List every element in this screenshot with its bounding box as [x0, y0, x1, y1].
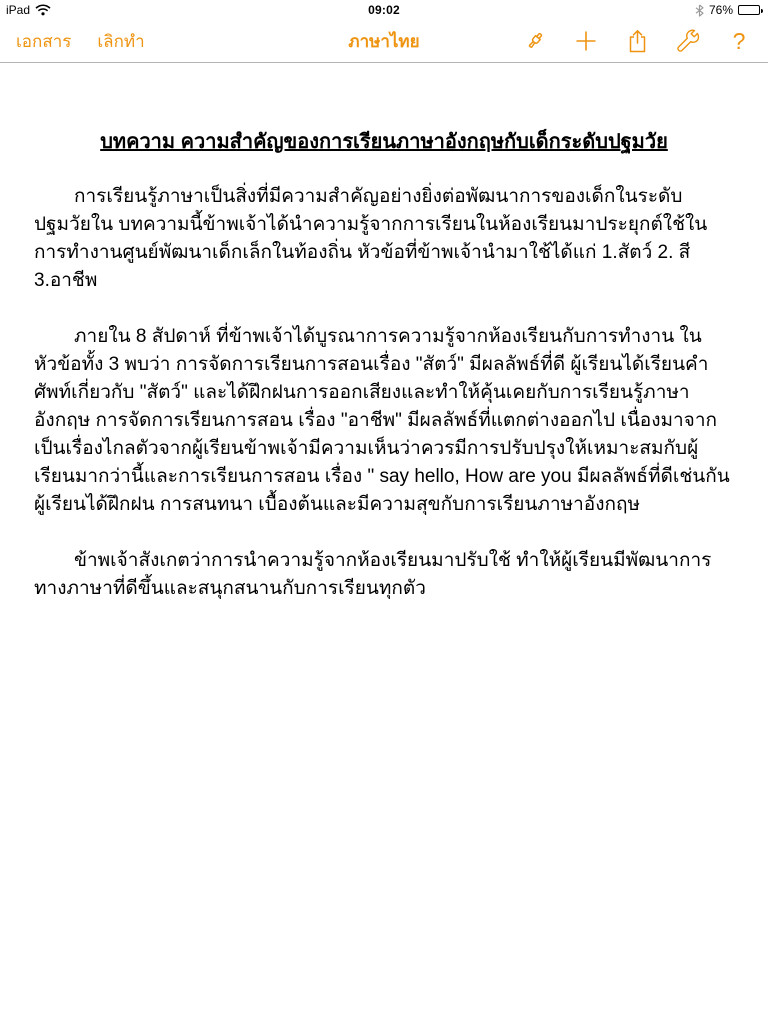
tools-wrench-icon [676, 29, 701, 54]
document-page[interactable] [0, 63, 768, 1023]
battery-percent: 76% [708, 3, 733, 17]
wifi-icon [35, 4, 51, 16]
help-icon: ? [732, 27, 746, 54]
share-icon [626, 29, 649, 54]
document-title: ภาษาไทย [348, 31, 420, 51]
status-bar [0, 0, 768, 20]
format-brush-icon [523, 29, 548, 54]
help-button[interactable] [726, 28, 752, 54]
format-brush-button[interactable] [522, 28, 548, 54]
battery-icon [738, 5, 760, 15]
tools-button[interactable] [675, 28, 701, 54]
share-button[interactable] [624, 28, 650, 54]
clock: 09:02 [368, 3, 400, 17]
undo-button[interactable]: เลิกทำ [97, 28, 144, 55]
doc-paragraph-2[interactable]: ภายใน 8 สัปดาห์ ที่ข้าพเจ้าได้บูรณาการความรู้จากห้องเรียนกับการทำงาน ในหัวข้อทั้ง 3 พบว่า การจัดการเรียนการสอนเรื่อง "สัตว์" มีผลลัพธ์ที่ดี ผู้เรียนได้เรียนคำศัพท์เกี่ยวกับ "สัตว์" และได้ฝึกฝนการออกเสียงและทำให้คุ้นเคยกับการเรียนรู้ภาษาอังกฤษ การจัดการเรียนการสอน เรื่อง "อาชีพ" มีผลลัพธ์ที่แตกต่างออกไป เนื่องมาจากเป็นเรื่องไกลตัวจากผู้เรียนข้าพเจ้ามีความเห็นว่าควรมีการปรับปรุงให้เหมาะสมกับผู้เรียนมากว่านี้และการเรียนการสอน เรื่อง " say hello, How are you มีผลลัพธ์ที่ดีเช่นกันผู้เรียนได้ฝึกฝน การสนทนา เบื้องต้นและมีความสุขกับการเรียนภาษาอังกฤษ [34, 326, 730, 515]
doc-paragraph-3[interactable]: ข้าพเจ้าสังเกตว่าการนำความรู้จากห้องเรียนมาปรับใช้ ทำให้ผู้เรียนมีพัฒนาการทางภาษาที่ดีขึ้นและสนุกสนานกับการเรียนทุกตัว [34, 550, 712, 599]
bluetooth-icon [695, 4, 704, 17]
toolbar [0, 20, 768, 63]
documents-button[interactable]: เอกสาร [16, 28, 71, 55]
add-button[interactable] [573, 28, 599, 54]
doc-heading[interactable]: บทความ ความสำคัญของการเรียนภาษาอังกฤษกับเด็กระดับปฐมวัย [100, 131, 668, 153]
device-label: iPad [6, 3, 31, 17]
plus-icon [574, 29, 598, 53]
doc-paragraph-1[interactable]: การเรียนรู้ภาษาเป็นสิ่งที่มีความสำคัญอย่างยิ่งต่อพัฒนาการของเด็กในระดับปฐมวัยใน บทความนี้ข้าพเจ้าได้นำความรู้จากการเรียนในห้องเรียนมาประยุกต์ใช้ในการทำงานศูนย์พัฒนาเด็กเล็กในท้องถิ่น หัวข้อที่ข้าพเจ้านำมาใช้ได้แก่ 1.สัตว์ 2. สี 3.อาชีพ [34, 186, 708, 291]
